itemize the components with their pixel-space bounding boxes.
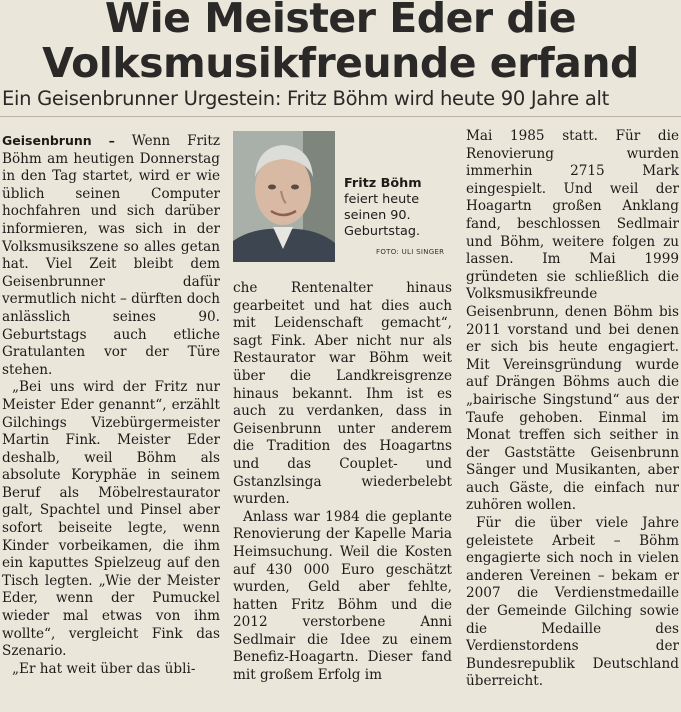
portrait-image bbox=[233, 131, 335, 262]
photo-credit: FOTO: ULI SINGER bbox=[376, 248, 445, 256]
paragraph: Mai 1985 statt. Für die Renovierung wurden immerhin 2715 Mark eingespielt. Und weil der Hoagartn großen Anklang fand, beschlossen Sedlmair und Böhm, weitere folgen zu lassen. Im Mai 1999 gründeten sie schließlich die Volksmusikfreunde Geisenbrunn, denen Böhm bis 2011 vorstand und bei denen er sich bis heute engagiert. Mit Vereinsgründung wurde auf Drängen Böhms auch die „bairische Singstund“ aus der Taufe gehoben. Einmal im Monat treffen sich seither in der Gaststätte Geisenbrunn Sänger und Musikanten, aber auch Gäste, die einfach nur zuhören wollen. bbox=[466, 128, 679, 514]
article-column-1 bbox=[2, 132, 220, 678]
paragraph: „Er hat weit über das übli- bbox=[12, 660, 196, 677]
article-column-3 bbox=[466, 128, 679, 691]
paragraph: Für die über viele Jahre geleistete Arbeit – Böhm engagierte sich noch in vielen anderen Vereinen – bekam er 2007 die Verdienstmedaille der Gemeinde Gilching sowie die Medaille des Verdienstordens der Bundesrepublik Deutschland überreicht. bbox=[466, 515, 679, 690]
caption-text: feiert heute seinen 90. Geburtstag. bbox=[344, 192, 421, 239]
photo-caption bbox=[344, 176, 452, 240]
paragraph bbox=[2, 132, 220, 379]
subtitle: Ein Geisenbrunner Urgestein: Fritz Böhm wird heute 90 Jahre alt bbox=[2, 87, 610, 110]
caption-name: Fritz Böhm bbox=[344, 176, 422, 191]
paragraph: Anlass war 1984 die geplante Renovierung der Kapelle Maria Heimsuchung. Weil die Kosten auf 430 000 Euro geschätzt wurden, Geld aber fehlte, hatten Fritz Böhm und die 2012 verstorbene Anni Sedlmair die Idee zu einem Benefiz-Hoagartn. Dieser fand mit großem Erfolg im bbox=[233, 508, 452, 684]
dateline: Geisenbrunn – bbox=[2, 133, 115, 148]
headline-line-1: Wie Meister Eder die bbox=[104, 0, 577, 42]
paragraph: „Bei uns wird der Fritz nur Meister Eder genannt“, erzählt Gilchings Vizebürgermeister Martin Fink. Meister Eder deshalb, weil Böhm als absolute Koryphäe in seinem Beruf als Möbelrestaurator galt, Spachtel und Pinsel aber sofort beiseite legte, wenn Kinder vorbeikamen, die ihm ein kaputtes Spielzeug auf den Tisch legten. „Wie der Meister Eder, wenn der Pumuckel wieder mal etwas von ihm wollte“, vergleicht Fink das Szenario. bbox=[2, 379, 220, 660]
article-column-2 bbox=[233, 280, 452, 685]
headline-line-2: Volksmusikfreunde erfand bbox=[42, 39, 639, 87]
paragraph: che Rentenalter hinaus gearbeitet und hat dies auch mit Leidenschaft gemacht“, sagt Fink. Aber nicht nur als Restaurator war Böhm weit über die Landkreisgrenze hinaus bekannt. Ihm ist es auch zu verdanken, dass in Geisenbrunn unter anderem die Tradition des Hoagartns und das Couplet- und Gstanzlsinga wiederbelebt wurden. bbox=[233, 280, 452, 508]
paragraph-text: Wenn Fritz Böhm am heutigen Donnerstag in den Tag startet, wird er wie üblich seinen Computer hochfahren und sich darüber informieren, was sich in der Volksmusikszene so alles getan hat. Viel Zeit bleibt dem Geisenbrunner dafür vermutlich nicht – dürften doch anlässlich seines 90. Geburtstags auch etliche Gratulanten vor der Türe stehen. bbox=[2, 133, 220, 378]
divider bbox=[0, 116, 681, 117]
portrait-photo bbox=[233, 131, 335, 262]
